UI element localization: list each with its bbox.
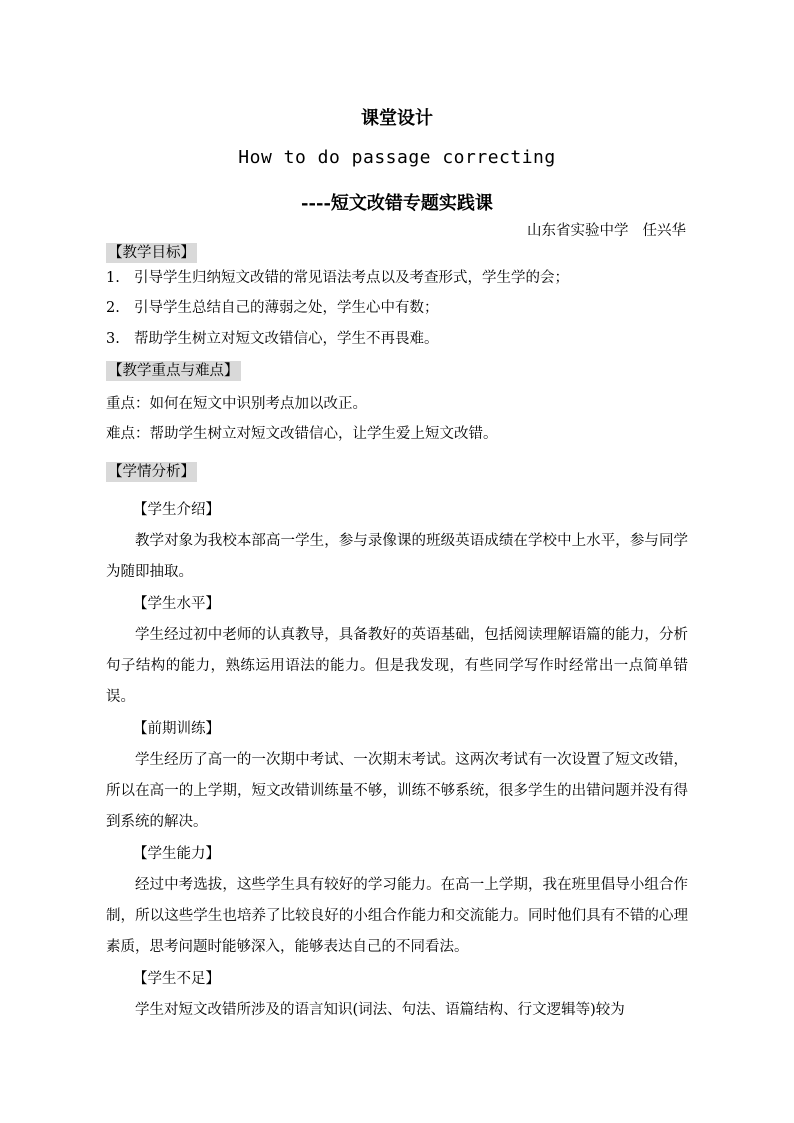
difficult-point-text: 难点：帮助学生树立对短文改错信心，让学生爱上短文改错。 [106,426,498,442]
goal-text: 引导学生总结自己的薄弱之处，学生心中有数； [134,300,439,316]
chinese-subtitle: ----短文改错专题实践课 [301,193,493,214]
goal-number: 3. [106,331,120,347]
paragraph-training: 学生经历了高一的一次期中考试、一次期末考试。这两次考试有一次设置了短文改错，所以在高一的上学期，短文改错训练量不够，训练不够系统，很多学生的出错问题并没有得到系统的解决。 [106,752,688,830]
key-point-text: 重点：如何在短文中识别考点加以改正。 [106,396,367,412]
paragraph-level: 学生经过初中老师的认真教导，具备教好的英语基础，包括阅读理解语篇的能力，分析句子结构的能力，熟练运用语法的能力。但是我发现，有些同学写作时经常出一点简单错误。 [106,627,688,705]
goal-text: 帮助学生树立对短文改错信心，学生不再畏难。 [134,331,439,347]
author-name: 任兴华 [642,223,686,239]
subheading-intro: 【学生介绍】 [133,502,220,518]
subheading-level: 【学生水平】 [133,596,220,612]
goal-item [106,298,688,318]
goal-item [106,268,688,288]
goal-number: 2. [106,300,120,316]
subheading-ability: 【学生能力】 [133,846,220,862]
subheading-weakness: 【学生不足】 [133,971,220,987]
goal-number: 1. [106,270,120,286]
author-line [527,219,686,240]
goal-item [106,329,688,349]
paragraph-ability: 经过中考选拔，这些学生具有较好的学习能力。在高一上学期，我在班里倡导小组合作制，所以这些学生也培养了比较良好的小组合作能力和交流能力。同时他们具有不错的心理素质，思考问题时能够深入，能够表达自己的不同看法。 [106,877,688,955]
section-heading-analysis: 【学情分析】 [108,464,195,480]
goal-text: 引导学生归纳短文改错的常见语法考点以及考查形式，学生学的会； [134,270,569,286]
section-heading-focus: 【教学重点与难点】 [108,363,239,379]
paragraph-weakness: 学生对短文改错所涉及的语言知识(词法、句法、语篇结构、行文逻辑等)较为 [135,1002,625,1018]
document-title: 课堂设计 [361,108,433,129]
section-heading-goals: 【教学目标】 [108,245,195,261]
english-subtitle: How to do passage correcting [238,147,556,168]
subheading-training: 【前期训练】 [133,721,220,737]
paragraph-intro: 教学对象为我校本部高一学生，参与录像课的班级英语成绩在学校中上水平，参与同学为随即抽取。 [106,533,688,580]
author-school: 山东省实验中学 [527,223,629,239]
